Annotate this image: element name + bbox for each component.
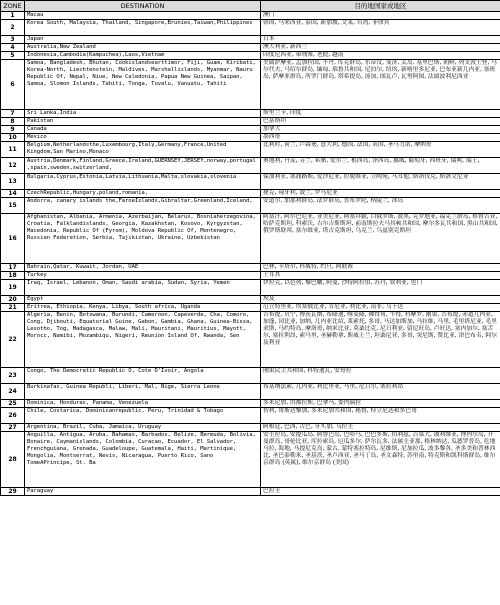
destination-cell: Japan [25,36,261,44]
zone-cell: 3 [1,36,25,44]
cn-destination-cell: 布基纳法索, 几内亚, 利比里亚, 马里, 尼日尔, 塞拉利昂 [261,384,500,400]
cn-destination-cell: 奥地利, 丹麦, 芬兰, 希腊, 爱尔兰, 根西岛, 泽西岛, 挪威, 葡萄牙, 西班牙, 瑞典, 瑞士, [261,158,500,174]
destination-cell: Congo, The Democratic Republic O, Cote D'Ivoir, Angola [25,368,261,384]
zone-cell: 6 [1,60,25,110]
zone-cell: 10 [1,134,25,142]
cn-destination-cell: 澳大利亚, 新西兰 [261,44,500,52]
cn-destination-cell: 墨西哥 [261,134,500,142]
destination-cell: Burkinafas, Guinea Republi, Liberi, Mal, Nige, Sierra Leone [25,384,261,400]
zone-cell: 18 [1,272,25,280]
zone-cell: 21 [1,304,25,312]
cn-destination-cell: 加拿大 [261,126,500,134]
cn-destination-cell: 厄立特里亚, 埃塞俄比亚, 肯尼亚, 利比亚, 南非, 乌干达 [261,304,500,312]
table-row [1,312,500,368]
destination-cell: Andorra, canary islands the,FaroeIslands,Gibraltar,Greenland,Iceland, [25,198,261,214]
destination-cell: Pakistan [25,118,261,126]
cn-destination-cell: 多米尼加, 洪都拉斯, 巴拿马, 委内瑞拉 [261,400,500,408]
zone-cell: 12 [1,158,25,174]
table-row [1,214,500,264]
destination-cell: Korea South, Malaysia, Thailand, Singapore,Brunies,Taiwan,Philippines [25,20,261,36]
table-row [1,12,500,20]
destination-cell: Austria,Denmark,Finland,Greece,Ireland,GUERNSEY,JERSEY,norway,portugal,spain,sweden,switzerland, [25,158,261,174]
cn-destination-cell: 日本 [261,36,500,44]
cn-destination-cell: 智利, 哥斯达黎加, 多米尼加共和国, 秘鲁, 特立尼达和多巴哥 [261,408,500,424]
destination-cell: Chile, Costarica, Dominicanrepublic, Peru, Trinidad & Tobago [25,408,261,424]
table-row [1,60,500,110]
zone-cell: 24 [1,384,25,400]
zone-cell: 26 [1,408,25,424]
destination-cell: CzechRepublic,Hungary,poland,romania, [25,190,261,198]
zone-cell: 22 [1,312,25,368]
cn-destination-cell: 韩国, 马来西亚, 泰国, 新加坡, 文莱, 台湾, 菲律宾 [261,20,500,36]
destination-cell: Egypt [25,296,261,304]
cn-destination-cell: 阿根廷, 巴西, 古巴, 牙买加, 乌拉圭 [261,424,500,432]
cn-destination-cell: 阿富汗, 阿尔巴尼亚, 亚美尼亚, 阿塞拜疆, 白俄罗斯, 波黑, 克罗地亚, 福克兰群岛, 格鲁吉亚, 哈萨克斯坦, 科索沃, 吉尔吉斯斯坦, 前南斯拉夫马其顿共和国, 摩尔多瓦共和国, 黑山共和国, 俄罗斯联邦, 塞尔维亚, 塔吉克斯坦, 乌克兰, 乌兹别克斯坦 [261,214,500,264]
zone-cell: 14 [1,190,25,198]
table-row [1,190,500,198]
table-row [1,142,500,158]
cn-destination-cell: 捷克, 匈牙利, 波兰, 罗马尼亚 [261,190,500,198]
table-row [1,52,500,60]
destination-cell: Bulgaria,Cyprus,Estonia,Latvia,Lithuania,Malta,slovakia,slovenia [25,174,261,190]
zone-cell: 17 [1,264,25,272]
table-row [1,384,500,400]
table-header-row [1,1,500,12]
destination-cell: Iraq, Israel, Lebanon, Oman, Saudi arabia, Sudan, Syria, Yemen [25,280,261,296]
destination-cell: Mexico [25,134,261,142]
cn-destination-cell: 巴基斯坦 [261,118,500,126]
zone-cell: 7 [1,110,25,118]
zone-cell: 2 [1,20,25,36]
zone-cell: 23 [1,368,25,384]
cn-destination-cell: 美属萨摩亚, 孟加拉国, 不丹, 库克群岛, 东帝汶, 斐济, 关岛, 基里巴斯, 朝鲜, 列支敦士登, 马尔代夫, 马绍尔群岛, 缅甸, 瑙鲁共和国, 尼泊尔, 纽埃, 新喀里多尼亚, 巴布亚新几内亚, 塞班岛, 萨摩亚群岛, 所罗门群岛, 塔希提岛, 汤加, 图瓦卢, 瓦努阿图, 法属波利尼西亚 [261,60,500,110]
zone-cell: 4 [1,44,25,52]
destination-cell: Indonesia,Cambodia(Kampuchea),Laos,Vietnam [25,52,261,60]
cn-destination-cell: 印度尼西亚, 柬埔寨, 老挝, 越南 [261,52,500,60]
zone-cell: 27 [1,424,25,432]
cn-destination-cell: 伊拉克, 以色列, 黎巴嫩, 阿曼, 沙特阿拉伯, 苏丹, 叙利亚, 也门 [261,280,500,296]
cn-destination-cell: 巴拉圭 [261,488,500,496]
table-row [1,368,500,384]
destination-cell: Paraguay [25,488,261,496]
destination-cell: Sri Lanka,India [25,110,261,118]
destination-cell: Macau [25,12,261,20]
table-row [1,118,500,126]
zone-cell: 8 [1,118,25,126]
table-row [1,432,500,488]
zone-cell: 28 [1,432,25,488]
cn-destination-cell: 澳门 [261,12,500,20]
zone-cell: 16 [1,214,25,264]
table-row [1,44,500,52]
table-row [1,272,500,280]
cn-destination-cell: 吉布提, 贝宁, 博茨瓦纳, 布隆迪, 喀麦隆, 佛得角, 乍得, 科摩罗, 刚果, 吉布提, 赤道几内亚, 加蓬, 冈比亚, 加纳, 几内亚比绍, 莱索托, 多哥, 马达加斯加, 马拉维, 马里, 毛里塔尼亚, 毛里求斯, 马约特岛, 摩洛哥, 纳米比亚, 莫桑比克, 尼日利亚, 留尼旺岛, 卢旺达, 塞内加尔, 塞舌尔, 塞拉利昂, 索马里, 圣赫勒拿, 斯威士兰, 坦桑尼亚, 多哥, 突尼斯, 赞比亚, 津巴布韦, 阿尔及利亚 [261,312,500,368]
table-row [1,296,500,304]
cn-destination-cell: 埃及 [261,296,500,304]
zone-cell: 5 [1,52,25,60]
table-row [1,264,500,272]
cn-destination-cell: 巴林, 卡塔尔, 科威特, 约旦, 阿联酋 [261,264,500,272]
destination-cell: Australia,New Zealand [25,44,261,52]
cn-destination-cell: 安圭拉岛, 安提瓜岛, 阿鲁巴岛, 巴哈马, 巴巴多斯, 伯利兹, 百慕大, 玻利维亚, 博内尔岛, 开曼群岛, 哥伦比亚, 库拉索岛, 厄瓜多尔, 萨尔瓦多, 法属圭亚那, 格林纳达, 瓜德罗普岛, 危地马拉, 海地, 马提尼克岛, 蒙古, 蒙特塞拉特岛, 尼维斯, 尼加拉瓜, 波多黎各, 圣多美和普林西比, 圣巴泰勒米, 圣基茨, 圣卢西亚, 圣马丁岛, 圣文森特, 苏里南, 特克斯和凯科斯群岛, 维尔京群岛 (英属), 维尔京群岛 (美国) [261,432,500,488]
zone-cell: 13 [1,174,25,190]
table-row [1,280,500,296]
cn-destination-cell: 安道尔, 加那利群岛, 法罗群岛, 直布罗陀, 格陵兰, 冰岛 [261,198,500,214]
cn-destination-cell: 土耳其 [261,272,500,280]
destination-cell: Algeria, Benin, Botswana, Burundi, Cameroon, Capeverde, Cha, Comoro, Cong, Djibouti, Equatorial Guine, Gabon, Gambia, Ghana, Guinea-Bissa, Lesotho, Tog, Madagasca, Malaw, Mali, Mauritani, Mauritius, Mayott, Morocc, Namibi, Mozambiqu, Nigeri, Reunion Island Of, Rwanda, Sen [25,312,261,368]
destination-cell: Argentina, Brazil, Cuba, Jamaica, Uruguay [25,424,261,432]
zone-cell: 25 [1,400,25,408]
table-row [1,126,500,134]
table-row [1,488,500,496]
cn-destination-cell: 刚果民主共和国, 科特迪瓦, 安哥拉 [261,368,500,384]
cn-destination-cell: 斯里兰卡, 印度 [261,110,500,118]
cn-destination-cell: 比利时, 荷兰, 卢森堡, 意大利, 德国, 法国, 英国, 圣马力诺, 摩纳哥 [261,142,500,158]
destination-cell: Dominica, Honduras, Panama, Venezuela [25,400,261,408]
zone-column-header: ZONE [1,1,25,12]
table-row [1,198,500,214]
table-row [1,134,500,142]
table-row [1,20,500,36]
destination-cell: Turkey [25,272,261,280]
zone-cell: 19 [1,280,25,296]
destination-cell: Afghanistan, Albania, Armenia, Azerbaijan, Belarus, Bosniaherzegovina, Croatia, Falklandislands, Georgia, Kazakhstan, Kosovo, Kyrgyzstan, Macedonia, Republic Of (Fyrom), Moldova Republic Of, Montenegro, Russian Federation, Serbia, Tajikistan, Ukraine, Uzbekistan [25,214,261,264]
destination-cell: Eritrea, Ethiopia, Kenya, Libya, South africa, Uganda [25,304,261,312]
table-row [1,110,500,118]
destination-cell: Anguilla, Antigua, Aruba, Bahamas, Barbados, Belize, Bermuda, Bolivia, Bonaire, Caymanislands, Colombia, Curacao, Ecuador, El Salvador, Frenchguiana, Grenada, Guadeloupe, Guatemala, Haiti, Martinique, Mongolia, Montserrat, Nevis, Nicaragua, Puerto Rico, Sano TomeAPrincipe, St. Ba [25,432,261,488]
cn-destination-column-header: 目的地国家或地区 [261,1,500,12]
cn-destination-cell: 保加利亚, 塞浦路斯, 爱沙尼亚, 拉脱维亚, 立陶宛, 马耳他, 斯洛伐克, 斯洛文尼亚 [261,174,500,190]
table-row [1,400,500,408]
destination-column-header: DESTINATION [25,1,261,12]
zone-cell: 9 [1,126,25,134]
table-row [1,36,500,44]
table-row [1,424,500,432]
zone-cell: 29 [1,488,25,496]
zone-cell: 1 [1,12,25,20]
zone-cell: 15 [1,198,25,214]
zone-cell: 20 [1,296,25,304]
table-row [1,304,500,312]
table-row [1,158,500,174]
zone-cell: 11 [1,142,25,158]
destination-cell: Belgium,Netherlandsthe,Luxembourg,Italy,Germany,France,United Kingdom,San Marino,Monaco [25,142,261,158]
destination-cell: Bahrain,Qatar, Kuwait, Jordan, UAE [25,264,261,272]
destination-cell: Samoa, Bangladesh, Bhutan, Cookislandsearttimor, Fiji, Guam, Kiribati, Korea-North, Liechtenstein, Maldives, Marshallislands, Myanmar, Nauru Republic Of, Nepal, Niue, New Caledonia, Papua New Guinea, Saipan, Samoa, Slomon Islands, Tahiti, Tonga, Tuvalu, Vanuatu, Tahiti [25,60,261,110]
destination-cell: Canada [25,126,261,134]
table-row [1,408,500,424]
table-row [1,174,500,190]
